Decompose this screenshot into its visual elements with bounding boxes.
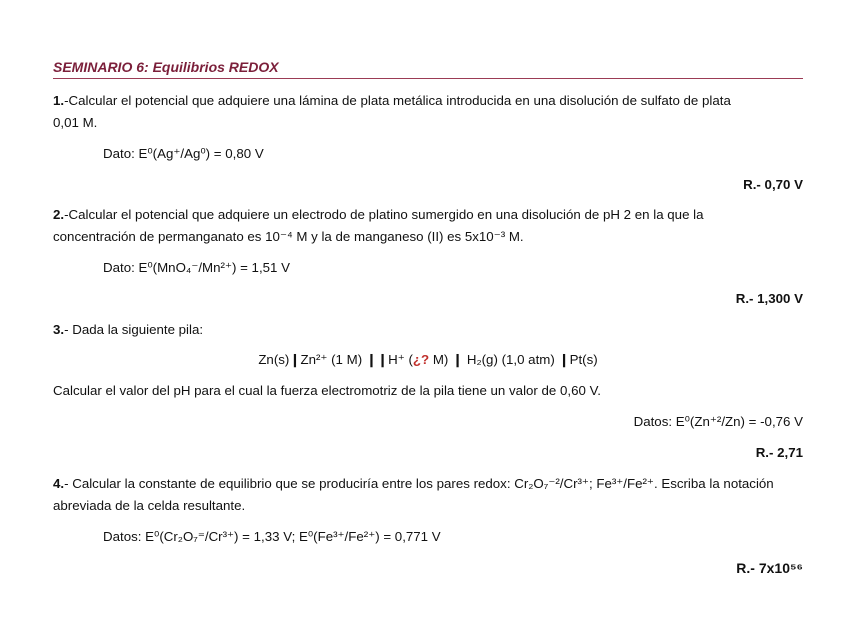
problem-3-intro: - Dada la siguiente pila: <box>64 322 204 337</box>
cell-unknown: ¿? <box>412 352 430 367</box>
problem-1-text <box>53 90 803 134</box>
problem-4-line-b: abreviada de la celda resultante. <box>53 498 246 513</box>
problem-3-dato: Datos: E⁰(Zn⁺²/Zn) = -0,76 V <box>633 414 803 429</box>
problem-3-number: 3. <box>53 322 65 337</box>
problem-2-answer: R.- 1,300 V <box>735 291 803 306</box>
problem-3-text <box>53 319 803 341</box>
problem-4-dato: Datos: E⁰(Cr₂O₇⁼/Cr³⁺) = 1,33 V; E⁰(Fe³⁺/Fe²⁺) = 0,771 V <box>103 529 441 544</box>
cell-notation <box>53 350 803 370</box>
problem-3-question: Calcular el valor del pH para el cual la fuerza electromotriz de la pila tiene un valor de 0,60 V. <box>53 383 601 398</box>
problem-2-line-a: -Calcular el potencial que adquiere un electrodo de platino sumergido en una disolución de pH 2 en la que la <box>64 207 704 222</box>
problem-1-answer: R.- 0,70 V <box>743 177 803 192</box>
problem-2-dato: Dato: E⁰(MnO₄⁻/Mn²⁺) = 1,51 V <box>103 260 291 275</box>
problem-1-dato: Dato: E⁰(Ag⁺/Ag⁰) = 0,80 V <box>103 146 264 161</box>
problem-2-text <box>53 204 803 248</box>
problem-4-text <box>53 473 803 517</box>
page-title: SEMINARIO 6: Equilibrios REDOX <box>53 59 803 79</box>
problem-2-number: 2. <box>53 207 65 222</box>
problem-1-line-b: 0,01 M. <box>53 115 98 130</box>
problem-1-number: 1. <box>53 93 65 108</box>
problem-3-answer: R.- 2,71 <box>755 445 803 460</box>
problem-4-line-a: - Calcular la constante de equilibrio que se produciría entre los pares redox: Cr₂O₇⁻²/Cr³⁺; Fe³⁺/Fe²⁺. Escriba la notación <box>64 476 774 491</box>
problem-1-line-a: -Calcular el potencial que adquiere una lámina de plata metálica introducida en una disolución de sulfato de plata <box>64 93 731 108</box>
cell-notation-b: M) ❙ H₂(g) (1,0 atm) ❙Pt(s) <box>429 352 598 367</box>
problem-2-line-b: concentración de permanganato es 10⁻⁴ M y la de manganeso (II) es 5x10⁻³ M. <box>53 229 524 244</box>
cell-notation-a: Zn(s)❙Zn²⁺ (1 M) ❙❙H⁺ ( <box>258 352 413 367</box>
problem-4-answer: R.- 7x10⁵⁶ <box>736 560 803 576</box>
problem-4-number: 4. <box>53 476 65 491</box>
